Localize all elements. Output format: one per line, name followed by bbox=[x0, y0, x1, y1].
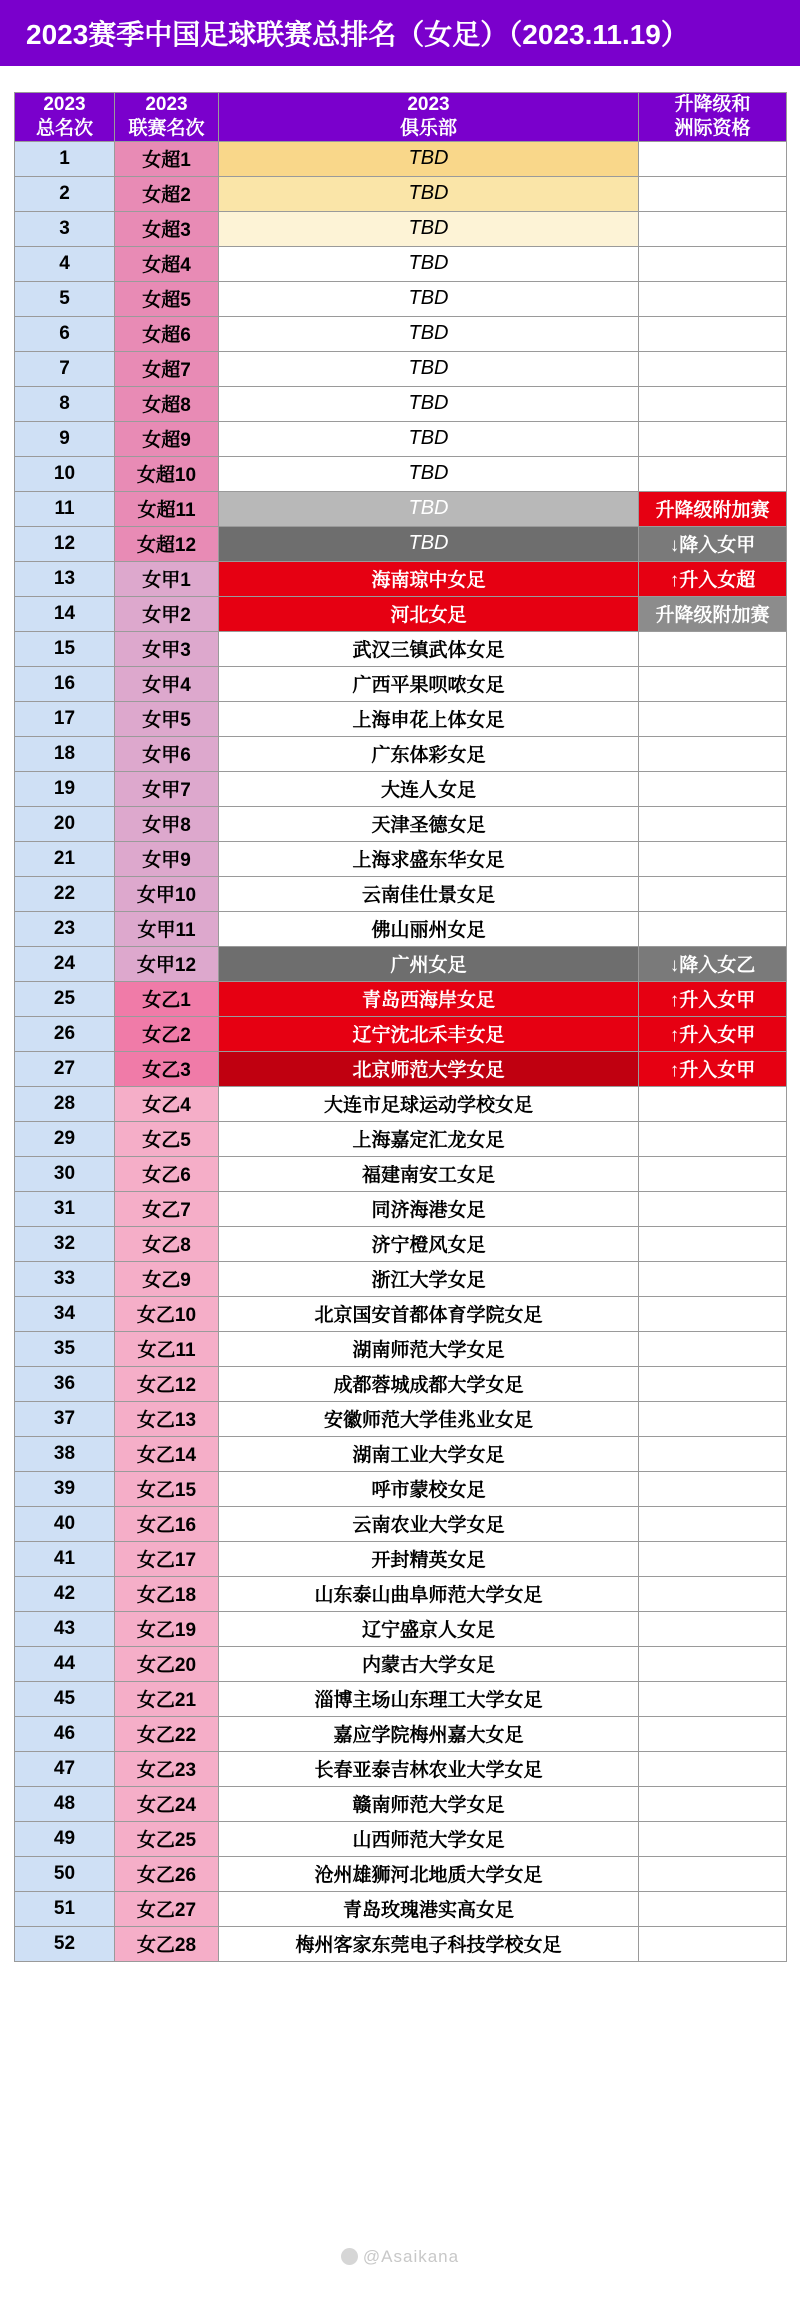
page-title: 2023赛季中国足球联赛总排名（女足）（2023.11.19） bbox=[26, 19, 689, 50]
cell-qualification bbox=[639, 1786, 787, 1821]
table-header bbox=[15, 93, 787, 142]
cell-qualification bbox=[639, 1226, 787, 1261]
cell-club-name: 上海嘉定汇龙女足 bbox=[219, 1121, 639, 1156]
cell-qualification bbox=[639, 141, 787, 176]
table-row bbox=[15, 1926, 787, 1961]
table-row bbox=[15, 526, 787, 561]
cell-club-name: 云南佳仕景女足 bbox=[219, 876, 639, 911]
table-row bbox=[15, 1156, 787, 1191]
column-header-league-rank bbox=[115, 93, 219, 142]
cell-league-rank: 女乙26 bbox=[115, 1856, 219, 1891]
column-header-qualification-line2: 洲际资格 bbox=[674, 117, 751, 139]
cell-qualification bbox=[639, 1576, 787, 1611]
table-row bbox=[15, 386, 787, 421]
table-row bbox=[15, 1191, 787, 1226]
cell-qualification bbox=[639, 1541, 787, 1576]
cell-qualification bbox=[639, 1646, 787, 1681]
table-row bbox=[15, 1401, 787, 1436]
cell-total-rank: 25 bbox=[15, 981, 115, 1016]
table-row bbox=[15, 1086, 787, 1121]
cell-total-rank: 7 bbox=[15, 351, 115, 386]
cell-club-name: 济宁橙风女足 bbox=[219, 1226, 639, 1261]
cell-qualification: ↓降入女甲 bbox=[639, 526, 787, 561]
cell-league-rank: 女乙22 bbox=[115, 1716, 219, 1751]
cell-total-rank: 35 bbox=[15, 1331, 115, 1366]
cell-club-name: TBD bbox=[219, 316, 639, 351]
cell-league-rank: 女乙24 bbox=[115, 1786, 219, 1821]
table-row bbox=[15, 351, 787, 386]
cell-league-rank: 女乙27 bbox=[115, 1891, 219, 1926]
watermark-text: @Asaikana bbox=[362, 2247, 460, 2266]
cell-qualification bbox=[639, 1506, 787, 1541]
cell-club-name: 佛山丽州女足 bbox=[219, 911, 639, 946]
cell-total-rank: 26 bbox=[15, 1016, 115, 1051]
cell-total-rank: 17 bbox=[15, 701, 115, 736]
cell-qualification: ↑升入女甲 bbox=[639, 1051, 787, 1086]
cell-club-name: 广东体彩女足 bbox=[219, 736, 639, 771]
cell-club-name: 成都蓉城成都大学女足 bbox=[219, 1366, 639, 1401]
table-row bbox=[15, 771, 787, 806]
cell-league-rank: 女甲12 bbox=[115, 946, 219, 981]
column-header-qualification-line1: 升降级和 bbox=[674, 94, 751, 115]
cell-total-rank: 36 bbox=[15, 1366, 115, 1401]
cell-club-name: TBD bbox=[219, 351, 639, 386]
cell-qualification bbox=[639, 771, 787, 806]
cell-club-name: 天津圣德女足 bbox=[219, 806, 639, 841]
cell-total-rank: 51 bbox=[15, 1891, 115, 1926]
cell-league-rank: 女超8 bbox=[115, 386, 219, 421]
cell-league-rank: 女甲6 bbox=[115, 736, 219, 771]
cell-total-rank: 1 bbox=[15, 141, 115, 176]
cell-qualification bbox=[639, 1436, 787, 1471]
cell-qualification bbox=[639, 1086, 787, 1121]
cell-club-name: 河北女足 bbox=[219, 596, 639, 631]
cell-qualification: 升降级附加赛 bbox=[639, 596, 787, 631]
table-row bbox=[15, 281, 787, 316]
cell-qualification bbox=[639, 1716, 787, 1751]
table-row bbox=[15, 1226, 787, 1261]
weibo-icon bbox=[341, 2248, 358, 2265]
table-row bbox=[15, 176, 787, 211]
cell-qualification bbox=[639, 316, 787, 351]
cell-league-rank: 女超7 bbox=[115, 351, 219, 386]
cell-qualification bbox=[639, 736, 787, 771]
cell-club-name: 山东泰山曲阜师范大学女足 bbox=[219, 1576, 639, 1611]
table-row bbox=[15, 1891, 787, 1926]
cell-club-name: 广西平果呗哝女足 bbox=[219, 666, 639, 701]
cell-total-rank: 9 bbox=[15, 421, 115, 456]
table-row bbox=[15, 1296, 787, 1331]
cell-club-name: TBD bbox=[219, 281, 639, 316]
ranking-table bbox=[14, 92, 787, 1962]
table-row bbox=[15, 141, 787, 176]
cell-qualification bbox=[639, 1821, 787, 1856]
cell-league-rank: 女乙7 bbox=[115, 1191, 219, 1226]
cell-club-name: 沧州雄狮河北地质大学女足 bbox=[219, 1856, 639, 1891]
cell-club-name: 湖南工业大学女足 bbox=[219, 1436, 639, 1471]
cell-total-rank: 23 bbox=[15, 911, 115, 946]
cell-league-rank: 女乙1 bbox=[115, 981, 219, 1016]
cell-club-name: 山西师范大学女足 bbox=[219, 1821, 639, 1856]
cell-league-rank: 女甲10 bbox=[115, 876, 219, 911]
cell-total-rank: 5 bbox=[15, 281, 115, 316]
cell-qualification bbox=[639, 841, 787, 876]
cell-total-rank: 22 bbox=[15, 876, 115, 911]
cell-total-rank: 32 bbox=[15, 1226, 115, 1261]
cell-total-rank: 46 bbox=[15, 1716, 115, 1751]
table-row bbox=[15, 1436, 787, 1471]
cell-qualification bbox=[639, 1156, 787, 1191]
cell-total-rank: 42 bbox=[15, 1576, 115, 1611]
cell-qualification bbox=[639, 211, 787, 246]
cell-qualification bbox=[639, 1366, 787, 1401]
cell-club-name: 嘉应学院梅州嘉大女足 bbox=[219, 1716, 639, 1751]
cell-qualification bbox=[639, 1191, 787, 1226]
cell-qualification bbox=[639, 1331, 787, 1366]
cell-total-rank: 45 bbox=[15, 1681, 115, 1716]
table-row bbox=[15, 1611, 787, 1646]
cell-total-rank: 8 bbox=[15, 386, 115, 421]
cell-qualification bbox=[639, 386, 787, 421]
cell-total-rank: 40 bbox=[15, 1506, 115, 1541]
cell-club-name: 海南琼中女足 bbox=[219, 561, 639, 596]
table-row bbox=[15, 1506, 787, 1541]
table-row bbox=[15, 246, 787, 281]
cell-league-rank: 女超11 bbox=[115, 491, 219, 526]
cell-club-name: 北京师范大学女足 bbox=[219, 1051, 639, 1086]
cell-league-rank: 女甲3 bbox=[115, 631, 219, 666]
cell-league-rank: 女超10 bbox=[115, 456, 219, 491]
cell-club-name: 上海申花上体女足 bbox=[219, 701, 639, 736]
cell-total-rank: 33 bbox=[15, 1261, 115, 1296]
cell-club-name: TBD bbox=[219, 211, 639, 246]
cell-league-rank: 女甲11 bbox=[115, 911, 219, 946]
cell-club-name: 安徽师范大学佳兆业女足 bbox=[219, 1401, 639, 1436]
cell-club-name: 赣南师范大学女足 bbox=[219, 1786, 639, 1821]
cell-league-rank: 女乙15 bbox=[115, 1471, 219, 1506]
cell-club-name: 呼市蒙校女足 bbox=[219, 1471, 639, 1506]
cell-club-name: 内蒙古大学女足 bbox=[219, 1646, 639, 1681]
table-row bbox=[15, 456, 787, 491]
cell-qualification bbox=[639, 1261, 787, 1296]
column-header-qualification bbox=[639, 93, 787, 142]
table-row bbox=[15, 736, 787, 771]
cell-total-rank: 13 bbox=[15, 561, 115, 596]
table-row bbox=[15, 1786, 787, 1821]
table-row bbox=[15, 1576, 787, 1611]
cell-club-name: 上海求盛东华女足 bbox=[219, 841, 639, 876]
cell-league-rank: 女乙23 bbox=[115, 1751, 219, 1786]
cell-league-rank: 女超12 bbox=[115, 526, 219, 561]
cell-league-rank: 女甲9 bbox=[115, 841, 219, 876]
cell-league-rank: 女甲5 bbox=[115, 701, 219, 736]
cell-qualification bbox=[639, 421, 787, 456]
cell-club-name: TBD bbox=[219, 246, 639, 281]
table-row bbox=[15, 1366, 787, 1401]
cell-league-rank: 女超1 bbox=[115, 141, 219, 176]
cell-league-rank: 女乙18 bbox=[115, 1576, 219, 1611]
cell-total-rank: 44 bbox=[15, 1646, 115, 1681]
table-row bbox=[15, 981, 787, 1016]
cell-league-rank: 女乙19 bbox=[115, 1611, 219, 1646]
table-row bbox=[15, 561, 787, 596]
table-row bbox=[15, 876, 787, 911]
cell-qualification bbox=[639, 1681, 787, 1716]
cell-qualification bbox=[639, 456, 787, 491]
cell-club-name: TBD bbox=[219, 141, 639, 176]
cell-club-name: 辽宁沈北禾丰女足 bbox=[219, 1016, 639, 1051]
watermark bbox=[0, 2245, 800, 2267]
cell-total-rank: 14 bbox=[15, 596, 115, 631]
cell-qualification bbox=[639, 1296, 787, 1331]
cell-league-rank: 女乙13 bbox=[115, 1401, 219, 1436]
cell-club-name: TBD bbox=[219, 421, 639, 456]
cell-league-rank: 女乙6 bbox=[115, 1156, 219, 1191]
cell-league-rank: 女乙8 bbox=[115, 1226, 219, 1261]
table-row bbox=[15, 841, 787, 876]
cell-league-rank: 女甲2 bbox=[115, 596, 219, 631]
cell-club-name: 淄博主场山东理工大学女足 bbox=[219, 1681, 639, 1716]
cell-total-rank: 15 bbox=[15, 631, 115, 666]
cell-qualification bbox=[639, 246, 787, 281]
cell-league-rank: 女超5 bbox=[115, 281, 219, 316]
cell-qualification bbox=[639, 806, 787, 841]
table-row bbox=[15, 491, 787, 526]
cell-league-rank: 女超3 bbox=[115, 211, 219, 246]
table-row bbox=[15, 806, 787, 841]
cell-total-rank: 41 bbox=[15, 1541, 115, 1576]
table-row bbox=[15, 666, 787, 701]
cell-league-rank: 女乙28 bbox=[115, 1926, 219, 1961]
table-row bbox=[15, 1016, 787, 1051]
table-row bbox=[15, 316, 787, 351]
table-row bbox=[15, 631, 787, 666]
table-row bbox=[15, 1541, 787, 1576]
table-row bbox=[15, 211, 787, 246]
cell-qualification bbox=[639, 1471, 787, 1506]
cell-club-name: 福建南安工女足 bbox=[219, 1156, 639, 1191]
cell-club-name: TBD bbox=[219, 386, 639, 421]
cell-total-rank: 6 bbox=[15, 316, 115, 351]
cell-league-rank: 女乙10 bbox=[115, 1296, 219, 1331]
cell-total-rank: 39 bbox=[15, 1471, 115, 1506]
cell-league-rank: 女超4 bbox=[115, 246, 219, 281]
cell-qualification bbox=[639, 281, 787, 316]
cell-qualification: ↑升入女甲 bbox=[639, 981, 787, 1016]
cell-total-rank: 50 bbox=[15, 1856, 115, 1891]
column-header-total-rank-line1: 2023 bbox=[43, 94, 86, 115]
column-header-club-line1: 2023 bbox=[407, 94, 450, 115]
table-row bbox=[15, 1646, 787, 1681]
cell-club-name: 北京国安首都体育学院女足 bbox=[219, 1296, 639, 1331]
cell-total-rank: 11 bbox=[15, 491, 115, 526]
table-row bbox=[15, 421, 787, 456]
cell-qualification bbox=[639, 911, 787, 946]
cell-club-name: 梅州客家东莞电子科技学校女足 bbox=[219, 1926, 639, 1961]
cell-club-name: 青岛西海岸女足 bbox=[219, 981, 639, 1016]
cell-league-rank: 女甲1 bbox=[115, 561, 219, 596]
cell-qualification bbox=[639, 1856, 787, 1891]
cell-qualification bbox=[639, 876, 787, 911]
cell-total-rank: 29 bbox=[15, 1121, 115, 1156]
table-row bbox=[15, 1051, 787, 1086]
cell-total-rank: 27 bbox=[15, 1051, 115, 1086]
cell-total-rank: 3 bbox=[15, 211, 115, 246]
cell-total-rank: 24 bbox=[15, 946, 115, 981]
cell-total-rank: 20 bbox=[15, 806, 115, 841]
cell-league-rank: 女甲4 bbox=[115, 666, 219, 701]
cell-qualification bbox=[639, 666, 787, 701]
cell-qualification bbox=[639, 631, 787, 666]
cell-club-name: TBD bbox=[219, 456, 639, 491]
table-row bbox=[15, 701, 787, 736]
cell-league-rank: 女乙5 bbox=[115, 1121, 219, 1156]
column-header-total-rank bbox=[15, 93, 115, 142]
table-header-row bbox=[15, 93, 787, 142]
cell-qualification bbox=[639, 351, 787, 386]
table-row bbox=[15, 1261, 787, 1296]
cell-club-name: TBD bbox=[219, 491, 639, 526]
column-header-league-rank-line1: 2023 bbox=[145, 94, 188, 115]
column-header-total-rank-line2: 总名次 bbox=[35, 117, 93, 139]
cell-total-rank: 37 bbox=[15, 1401, 115, 1436]
cell-club-name: 武汉三镇武体女足 bbox=[219, 631, 639, 666]
cell-league-rank: 女乙12 bbox=[115, 1366, 219, 1401]
table-row bbox=[15, 1821, 787, 1856]
cell-qualification: ↓降入女乙 bbox=[639, 946, 787, 981]
cell-club-name: 浙江大学女足 bbox=[219, 1261, 639, 1296]
cell-league-rank: 女乙9 bbox=[115, 1261, 219, 1296]
cell-qualification bbox=[639, 1891, 787, 1926]
cell-total-rank: 38 bbox=[15, 1436, 115, 1471]
cell-total-rank: 21 bbox=[15, 841, 115, 876]
cell-qualification bbox=[639, 1926, 787, 1961]
table-row bbox=[15, 596, 787, 631]
cell-club-name: 开封精英女足 bbox=[219, 1541, 639, 1576]
cell-total-rank: 19 bbox=[15, 771, 115, 806]
cell-total-rank: 34 bbox=[15, 1296, 115, 1331]
cell-total-rank: 4 bbox=[15, 246, 115, 281]
cell-league-rank: 女乙17 bbox=[115, 1541, 219, 1576]
cell-total-rank: 48 bbox=[15, 1786, 115, 1821]
cell-league-rank: 女乙11 bbox=[115, 1331, 219, 1366]
cell-total-rank: 47 bbox=[15, 1751, 115, 1786]
cell-league-rank: 女乙21 bbox=[115, 1681, 219, 1716]
table-body bbox=[15, 141, 787, 1961]
cell-league-rank: 女甲8 bbox=[115, 806, 219, 841]
cell-total-rank: 31 bbox=[15, 1191, 115, 1226]
cell-club-name: 大连人女足 bbox=[219, 771, 639, 806]
cell-club-name: 广州女足 bbox=[219, 946, 639, 981]
cell-qualification bbox=[639, 1751, 787, 1786]
column-header-club bbox=[219, 93, 639, 142]
cell-club-name: 大连市足球运动学校女足 bbox=[219, 1086, 639, 1121]
cell-league-rank: 女乙2 bbox=[115, 1016, 219, 1051]
cell-club-name: 长春亚泰吉林农业大学女足 bbox=[219, 1751, 639, 1786]
column-header-league-rank-line2: 联赛名次 bbox=[128, 117, 205, 139]
cell-club-name: 湖南师范大学女足 bbox=[219, 1331, 639, 1366]
cell-league-rank: 女甲7 bbox=[115, 771, 219, 806]
table-row bbox=[15, 1471, 787, 1506]
table-row bbox=[15, 1716, 787, 1751]
cell-league-rank: 女乙14 bbox=[115, 1436, 219, 1471]
cell-club-name: 辽宁盛京人女足 bbox=[219, 1611, 639, 1646]
cell-qualification bbox=[639, 1121, 787, 1156]
cell-club-name: 同济海港女足 bbox=[219, 1191, 639, 1226]
cell-club-name: 云南农业大学女足 bbox=[219, 1506, 639, 1541]
table-row bbox=[15, 1681, 787, 1716]
cell-total-rank: 43 bbox=[15, 1611, 115, 1646]
cell-total-rank: 18 bbox=[15, 736, 115, 771]
cell-qualification bbox=[639, 701, 787, 736]
cell-league-rank: 女乙4 bbox=[115, 1086, 219, 1121]
table-row bbox=[15, 946, 787, 981]
cell-total-rank: 10 bbox=[15, 456, 115, 491]
cell-league-rank: 女超9 bbox=[115, 421, 219, 456]
cell-league-rank: 女乙25 bbox=[115, 1821, 219, 1856]
cell-total-rank: 2 bbox=[15, 176, 115, 211]
ranking-table-container bbox=[14, 92, 786, 1962]
cell-total-rank: 30 bbox=[15, 1156, 115, 1191]
cell-club-name: TBD bbox=[219, 176, 639, 211]
cell-league-rank: 女乙16 bbox=[115, 1506, 219, 1541]
cell-league-rank: 女超2 bbox=[115, 176, 219, 211]
cell-total-rank: 16 bbox=[15, 666, 115, 701]
cell-qualification bbox=[639, 1401, 787, 1436]
table-row bbox=[15, 1856, 787, 1891]
cell-qualification bbox=[639, 176, 787, 211]
cell-qualification: 升降级附加赛 bbox=[639, 491, 787, 526]
cell-total-rank: 49 bbox=[15, 1821, 115, 1856]
cell-qualification: ↑升入女甲 bbox=[639, 1016, 787, 1051]
cell-club-name: TBD bbox=[219, 526, 639, 561]
cell-total-rank: 12 bbox=[15, 526, 115, 561]
cell-league-rank: 女乙3 bbox=[115, 1051, 219, 1086]
page-title-bar bbox=[0, 0, 800, 66]
cell-qualification: ↑升入女超 bbox=[639, 561, 787, 596]
cell-total-rank: 52 bbox=[15, 1926, 115, 1961]
cell-league-rank: 女超6 bbox=[115, 316, 219, 351]
table-row bbox=[15, 1121, 787, 1156]
table-row bbox=[15, 911, 787, 946]
cell-club-name: 青岛玫瑰港实高女足 bbox=[219, 1891, 639, 1926]
column-header-club-line2: 俱乐部 bbox=[399, 117, 457, 139]
cell-league-rank: 女乙20 bbox=[115, 1646, 219, 1681]
cell-total-rank: 28 bbox=[15, 1086, 115, 1121]
table-row bbox=[15, 1331, 787, 1366]
cell-qualification bbox=[639, 1611, 787, 1646]
table-row bbox=[15, 1751, 787, 1786]
